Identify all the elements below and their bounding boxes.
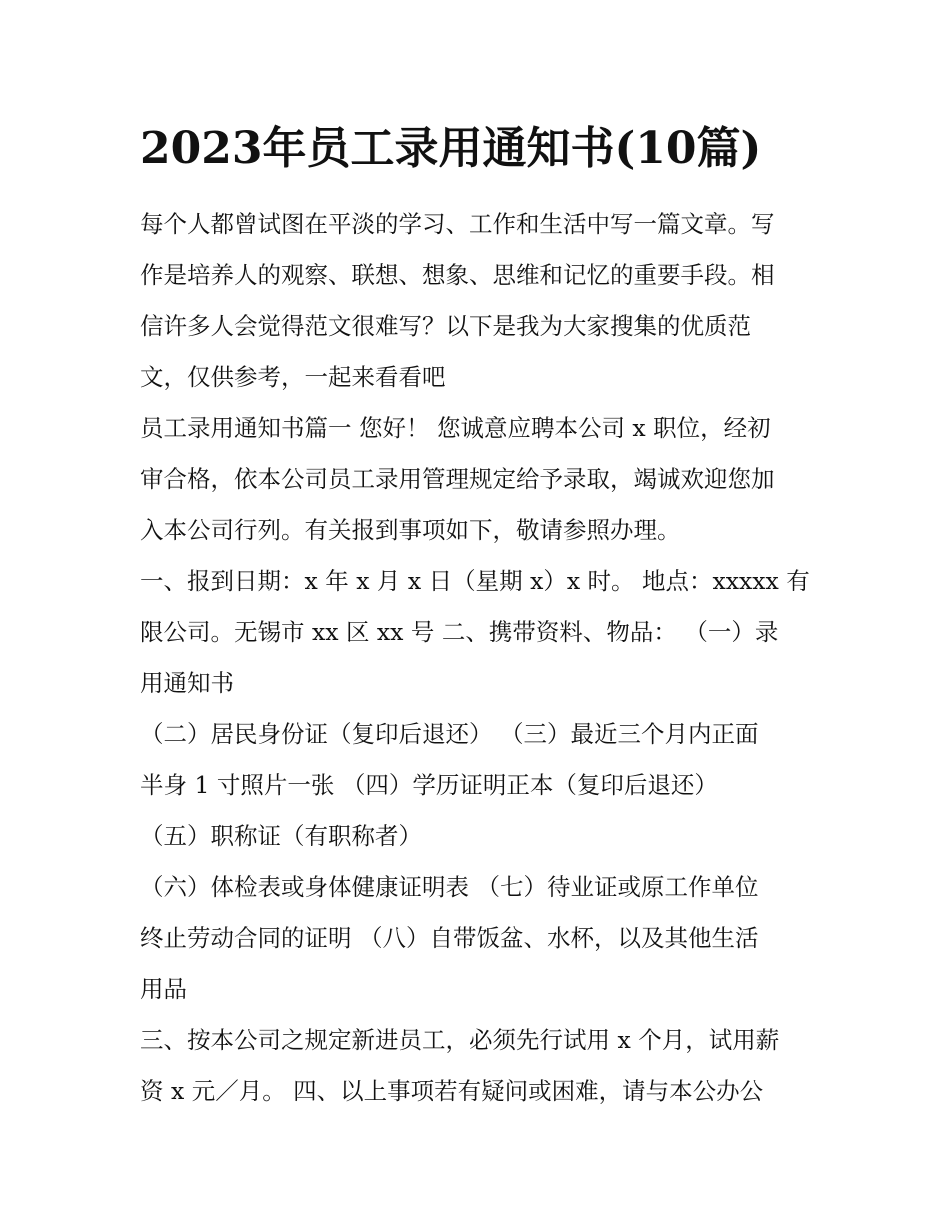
text-line: 资 x 元／月。 四、以上事项若有疑问或困难，请与本公办公 <box>140 1077 764 1105</box>
text-line: 每个人都曾试图在平淡的学习、工作和生活中写一篇文章。写 <box>140 210 775 238</box>
text-line: 三、按本公司之规定新进员工，必须先行试用 x 个月，试用薪 <box>140 1026 780 1054</box>
title-certificate-paragraph <box>140 811 815 862</box>
text-line: 用通知书 <box>140 669 234 697</box>
text-line: 终止劳动合同的证明 （八）自带饭盆、水杯，以及其他生活 <box>140 924 759 952</box>
notice-greeting-paragraph <box>140 403 815 556</box>
text-line: 入本公司行列。有关报到事项如下，敬请参照办理。 <box>140 516 681 544</box>
document-title: 2023年员工录用通知书(10篇) <box>140 123 762 174</box>
text-line: 审合格，依本公司员工录用管理规定给予录取，竭诚欢迎您加 <box>140 465 775 493</box>
text-line: 一、报到日期：x 年 x 月 x 日（星期 x）x 时。 地点：xxxxx 有 <box>140 567 810 595</box>
document-body <box>140 199 815 1117</box>
text-line: （二）居民身份证（复印后退还） （三）最近三个月内正面 <box>140 720 759 748</box>
text-line: 用品 <box>140 975 187 1003</box>
text-line: 信许多人会觉得范文很难写？以下是我为大家搜集的优质范 <box>140 312 751 340</box>
health-items-paragraph <box>140 862 815 1015</box>
text-line: 员工录用通知书篇一 您好！ 您诚意应聘本公司 x 职位，经初 <box>140 414 771 442</box>
text-line: 半身 1 寸照片一张 （四）学历证明正本（复印后退还） <box>140 771 718 799</box>
probation-paragraph <box>140 1015 815 1117</box>
text-line: （五）职称证（有职称者） <box>140 822 422 850</box>
text-line: 文，仅供参考，一起来看看吧 <box>140 363 446 391</box>
report-date-paragraph <box>140 556 815 709</box>
text-line: （六）体检表或身体健康证明表 （七）待业证或原工作单位 <box>140 873 759 901</box>
documents-list-paragraph <box>140 709 815 811</box>
text-line: 限公司。无锡市 xx 区 xx 号 二、携带资料、物品： （一）录 <box>140 618 779 646</box>
text-line: 作是培养人的观察、联想、想象、思维和记忆的重要手段。相 <box>140 261 775 289</box>
intro-paragraph <box>140 199 815 403</box>
